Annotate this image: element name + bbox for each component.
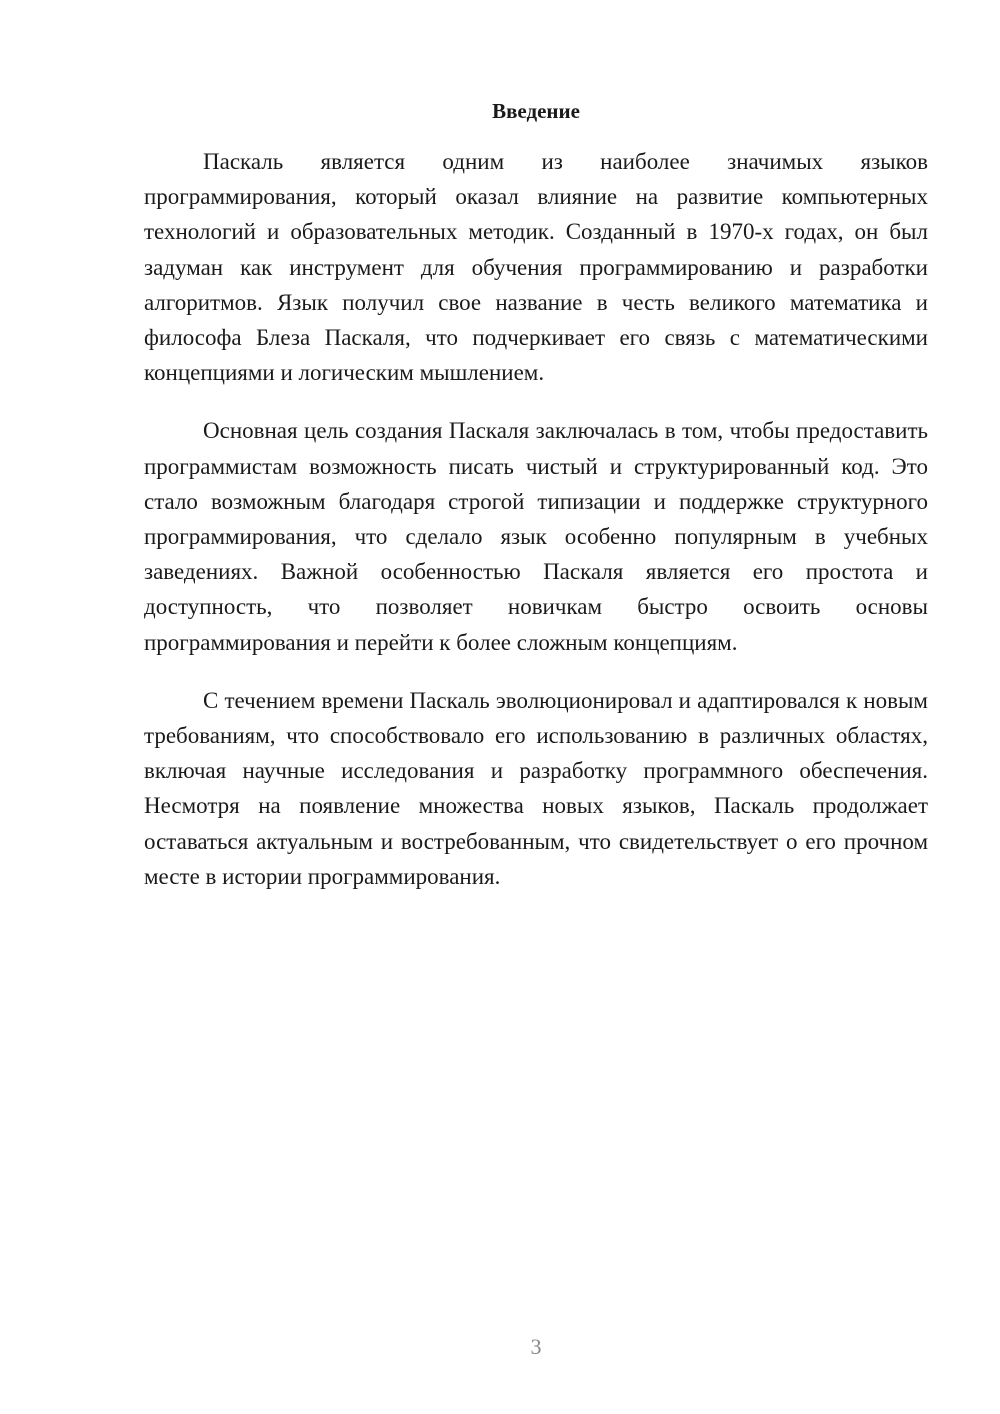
body-text bbox=[144, 144, 928, 917]
paragraph-1: Паскаль является одним из наиболее значимых языков программирования, который оказал влияние на развитие компьютерных технологий и образовательных методик. Созданный в 1970-х годах, он был задуман как инструмент для обучения программированию и разработки алгоритмов. Язык получил свое название в честь великого математика и философа Блеза Паскаля, что подчеркивает его связь с математическими концепциями и логическим мышлением. bbox=[144, 149, 928, 386]
section-title: Введение bbox=[492, 99, 580, 123]
page-number: 3 bbox=[530, 1334, 542, 1359]
paragraph-2: Основная цель создания Паскаля заключалась в том, чтобы предоставить программистам возможность писать чистый и структурированный код. Это стало возможным благодаря строгой типизации и поддержке структурного программирования, что сделало язык особенно популярным в учебных заведениях. Важной особенностью Паскаля является его простота и доступность, что позволяет новичкам быстро освоить основы программирования и перейти к более сложным концепциям. bbox=[144, 418, 928, 655]
paragraph-3: С течением времени Паскаль эволюционировал и адаптировался к новым требованиям, что способствовало его использованию в различных областях, включая научные исследования и разработку программного обеспечения. Несмотря на появление множества новых языков, Паскаль продолжает оставаться актуальным и востребованным, что свидетельствует о его прочном месте в истории программирования. bbox=[144, 687, 928, 889]
